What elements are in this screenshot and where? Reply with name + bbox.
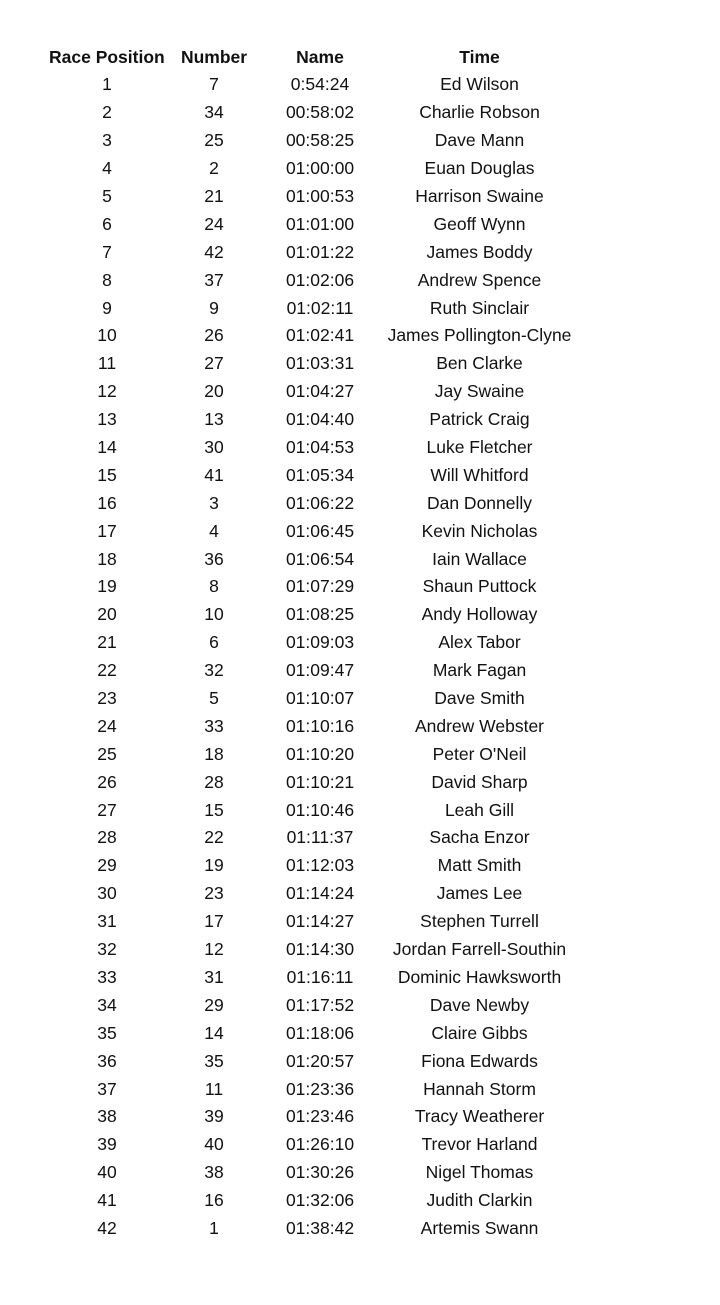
time-cell: 01:12:03	[285, 855, 355, 876]
table-body	[45, 71, 585, 1242]
time-cell: 01:01:22	[285, 241, 355, 262]
time-cell: 01:04:53	[285, 437, 355, 458]
name-cell: Nigel Thomas	[425, 1162, 534, 1183]
time-cell: 01:17:52	[285, 994, 355, 1015]
race-position-cell: 11	[97, 353, 117, 374]
table-row	[45, 629, 585, 657]
race-position-cell: 19	[97, 576, 117, 597]
number-cell: 3	[209, 492, 219, 513]
number-cell: 12	[204, 939, 224, 960]
race-position-cell: 25	[97, 743, 117, 764]
number-cell: 21	[204, 186, 224, 206]
name-cell: Iain Wallace	[432, 548, 527, 569]
time-cell: 01:09:47	[285, 660, 355, 681]
table-row	[45, 99, 585, 127]
name-cell: Peter O'Neil	[432, 743, 527, 764]
name-cell: Matt Smith	[437, 855, 522, 876]
number-cell: 28	[204, 771, 224, 792]
time-cell: 01:23:36	[285, 1078, 355, 1099]
table-row	[45, 294, 585, 322]
time-cell: 01:26:10	[285, 1134, 355, 1155]
table-row	[45, 210, 585, 238]
time-cell: 01:08:25	[285, 604, 355, 625]
table-row	[45, 1019, 585, 1047]
number-cell: 33	[204, 715, 224, 736]
table-row	[45, 183, 585, 211]
race-position-cell: 36	[97, 1050, 117, 1071]
number-cell: 38	[204, 1162, 224, 1183]
race-position-cell: 20	[97, 604, 117, 625]
race-position-cell: 3	[102, 130, 112, 151]
name-cell: Artemis Swann	[420, 1217, 539, 1238]
name-cell: Fiona Edwards	[421, 1050, 538, 1071]
name-cell: Jay Swaine	[434, 381, 525, 402]
table-row	[45, 852, 585, 880]
table-row	[45, 1131, 585, 1159]
number-cell: 4	[209, 520, 219, 541]
time-cell: 01:06:54	[285, 548, 355, 569]
table-row	[45, 322, 585, 350]
table-row	[45, 936, 585, 964]
number-cell: 31	[204, 966, 224, 987]
race-position-cell: 38	[97, 1106, 117, 1127]
number-cell: 17	[204, 911, 224, 932]
number-cell: 36	[204, 548, 224, 569]
table-row	[45, 824, 585, 852]
header-number: Number	[180, 46, 248, 67]
table-row	[45, 71, 585, 99]
race-position-cell: 4	[102, 158, 112, 179]
time-cell: 01:10:20	[285, 743, 355, 764]
table-header-row	[45, 43, 585, 71]
time-cell: 01:01:00	[285, 213, 355, 234]
name-cell: Tracy Weatherer	[414, 1106, 545, 1127]
time-cell: 0:54:24	[290, 74, 350, 95]
table-row	[45, 1075, 585, 1103]
number-cell: 23	[204, 883, 224, 904]
race-position-cell: 6	[102, 213, 112, 234]
number-cell: 2	[209, 158, 219, 179]
name-cell: Ben Clarke	[436, 353, 523, 374]
table-row	[45, 350, 585, 378]
race-position-cell: 18	[97, 548, 117, 569]
name-cell: Jordan Farrell-Southin	[392, 939, 567, 960]
time-cell: 01:16:11	[286, 966, 354, 987]
name-cell: James Pollington-Clyne	[387, 325, 572, 346]
table-row	[45, 406, 585, 434]
name-cell: Will Whitford	[430, 464, 529, 485]
race-position-cell: 21	[97, 632, 117, 653]
name-cell: Claire Gibbs	[431, 1022, 528, 1043]
number-cell: 7	[209, 74, 219, 95]
table-row	[45, 964, 585, 992]
time-cell: 01:00:53	[285, 186, 355, 206]
number-cell: 35	[204, 1050, 224, 1071]
number-cell: 18	[204, 743, 224, 764]
time-cell: 01:14:30	[285, 939, 355, 960]
table-row	[45, 378, 585, 406]
number-cell: 41	[204, 464, 224, 485]
table-row	[45, 155, 585, 183]
number-cell: 30	[204, 437, 224, 458]
time-cell: 01:09:03	[285, 632, 355, 653]
table-row	[45, 517, 585, 545]
table-row	[45, 740, 585, 768]
name-cell: Hannah Storm	[423, 1078, 536, 1099]
table-row	[45, 127, 585, 155]
race-position-cell: 26	[97, 771, 117, 792]
race-position-cell: 12	[97, 381, 117, 402]
race-position-cell: 30	[97, 883, 117, 904]
table-row	[45, 796, 585, 824]
race-position-cell: 41	[97, 1190, 117, 1211]
name-cell: Euan Douglas	[424, 158, 535, 179]
name-cell: Dan Donnelly	[426, 492, 533, 513]
name-cell: Judith Clarkin	[426, 1190, 533, 1211]
number-cell: 27	[204, 353, 224, 374]
race-position-cell: 16	[97, 492, 117, 513]
number-cell: 39	[204, 1106, 224, 1127]
name-cell: Dave Smith	[434, 688, 525, 709]
table-row	[45, 768, 585, 796]
table-row	[45, 712, 585, 740]
table-row	[45, 1047, 585, 1075]
name-cell: Sacha Enzor	[429, 827, 530, 848]
race-position-cell: 29	[97, 855, 117, 876]
number-cell: 8	[209, 576, 219, 597]
number-cell: 22	[204, 827, 224, 848]
race-position-cell: 42	[97, 1217, 117, 1238]
race-position-cell: 32	[97, 939, 117, 960]
time-cell: 01:11:37	[286, 827, 354, 848]
time-cell: 01:14:27	[285, 911, 355, 932]
race-position-cell: 33	[97, 966, 117, 987]
number-cell: 34	[204, 102, 224, 123]
number-cell: 29	[204, 994, 224, 1015]
table-row	[45, 1215, 585, 1243]
race-position-cell: 14	[97, 437, 117, 458]
race-position-cell: 13	[97, 409, 117, 430]
name-cell: Luke Fletcher	[426, 437, 533, 458]
time-cell: 01:10:46	[285, 799, 355, 820]
race-position-cell: 24	[97, 715, 117, 736]
name-cell: Stephen Turrell	[420, 911, 539, 932]
race-position-cell: 9	[102, 297, 112, 318]
number-cell: 6	[209, 632, 219, 653]
table-row	[45, 880, 585, 908]
name-cell: Dave Mann	[434, 130, 525, 151]
time-cell: 01:02:11	[286, 297, 354, 318]
time-cell: 01:02:06	[285, 269, 355, 290]
name-cell: Dave Newby	[429, 994, 530, 1015]
name-cell: Leah Gill	[444, 799, 515, 820]
number-cell: 11	[204, 1078, 224, 1099]
race-position-cell: 10	[97, 325, 117, 346]
time-cell: 01:20:57	[285, 1050, 355, 1071]
number-cell: 26	[204, 325, 224, 346]
race-position-cell: 17	[97, 520, 117, 541]
number-cell: 20	[204, 381, 224, 402]
number-cell: 5	[209, 688, 219, 709]
race-position-cell: 22	[97, 660, 117, 681]
table-row	[45, 489, 585, 517]
time-cell: 01:07:29	[285, 576, 355, 597]
time-cell: 01:10:07	[285, 688, 355, 709]
time-cell: 01:06:45	[285, 520, 355, 541]
table-row	[45, 434, 585, 462]
name-cell: Patrick Craig	[429, 409, 530, 430]
race-position-cell: 40	[97, 1162, 117, 1183]
name-cell: Ruth Sinclair	[429, 297, 530, 318]
time-cell: 01:10:21	[285, 771, 355, 792]
name-cell: Kevin Nicholas	[421, 520, 538, 541]
number-cell: 37	[204, 269, 224, 290]
time-cell: 01:00:00	[285, 158, 355, 179]
table-row	[45, 573, 585, 601]
number-cell: 9	[209, 297, 219, 318]
table-row	[45, 545, 585, 573]
name-cell: Alex Tabor	[438, 632, 521, 653]
number-cell: 14	[204, 1022, 224, 1043]
time-cell: 01:04:40	[285, 409, 355, 430]
table-row	[45, 601, 585, 629]
time-cell: 00:58:25	[285, 130, 355, 151]
name-cell: Andy Holloway	[421, 604, 538, 625]
race-position-cell: 2	[102, 102, 112, 123]
time-cell: 01:30:26	[285, 1162, 355, 1183]
table-row	[45, 685, 585, 713]
race-position-cell: 28	[97, 827, 117, 848]
header-time: Time	[459, 46, 500, 67]
name-cell: James Lee	[436, 883, 523, 904]
race-position-cell: 7	[102, 241, 112, 262]
name-cell: David Sharp	[431, 771, 528, 792]
name-cell: Geoff Wynn	[433, 213, 526, 234]
race-position-cell: 39	[97, 1134, 117, 1155]
time-cell: 01:14:24	[285, 883, 355, 904]
race-position-cell: 37	[97, 1078, 117, 1099]
table-row	[45, 1187, 585, 1215]
name-cell: Charlie Robson	[419, 102, 540, 123]
name-cell: Andrew Webster	[414, 715, 545, 736]
race-position-cell: 15	[97, 464, 117, 485]
number-cell: 25	[204, 130, 224, 151]
header-name: Name	[296, 46, 344, 67]
results-table	[45, 43, 585, 1242]
number-cell: 42	[204, 241, 224, 262]
number-cell: 40	[204, 1134, 224, 1155]
time-cell: 01:38:42	[285, 1217, 355, 1238]
name-cell: Mark Fagan	[432, 660, 527, 681]
number-cell: 24	[204, 213, 224, 234]
time-cell: 01:18:06	[285, 1022, 355, 1043]
name-cell: Ed Wilson	[440, 74, 519, 95]
time-cell: 01:02:41	[285, 325, 355, 346]
race-position-cell: 27	[97, 799, 117, 820]
table-row	[45, 1103, 585, 1131]
table-row	[45, 461, 585, 489]
name-cell: Shaun Puttock	[422, 576, 537, 597]
table-row	[45, 657, 585, 685]
number-cell: 15	[204, 799, 224, 820]
race-position-cell: 23	[97, 688, 117, 709]
race-position-cell: 1	[102, 74, 112, 95]
time-cell: 01:04:27	[285, 381, 355, 402]
time-cell: 00:58:02	[285, 102, 355, 123]
name-cell: Harrison Swaine	[415, 186, 544, 206]
time-cell: 01:03:31	[285, 353, 355, 374]
time-cell: 01:05:34	[285, 464, 355, 485]
number-cell: 19	[204, 855, 224, 876]
race-position-cell: 5	[102, 186, 112, 206]
table-row	[45, 991, 585, 1019]
table-row	[45, 908, 585, 936]
table-row	[45, 1159, 585, 1187]
race-position-cell: 35	[97, 1022, 117, 1043]
race-position-cell: 8	[102, 269, 112, 290]
table-row	[45, 266, 585, 294]
race-position-cell: 34	[97, 994, 117, 1015]
number-cell: 16	[204, 1190, 224, 1211]
name-cell: Dominic Hawksworth	[397, 966, 562, 987]
time-cell: 01:23:46	[285, 1106, 355, 1127]
time-cell: 01:06:22	[285, 492, 355, 513]
number-cell: 32	[204, 660, 224, 681]
number-cell: 10	[204, 604, 224, 625]
time-cell: 01:32:06	[285, 1190, 355, 1211]
table-row	[45, 238, 585, 266]
number-cell: 1	[209, 1217, 219, 1238]
name-cell: Andrew Spence	[417, 269, 542, 290]
name-cell: James Boddy	[426, 241, 533, 262]
time-cell: 01:10:16	[285, 715, 355, 736]
race-position-cell: 31	[97, 911, 117, 932]
number-cell: 13	[204, 409, 224, 430]
header-race-position: Race Position	[49, 46, 165, 67]
name-cell: Trevor Harland	[421, 1134, 538, 1155]
